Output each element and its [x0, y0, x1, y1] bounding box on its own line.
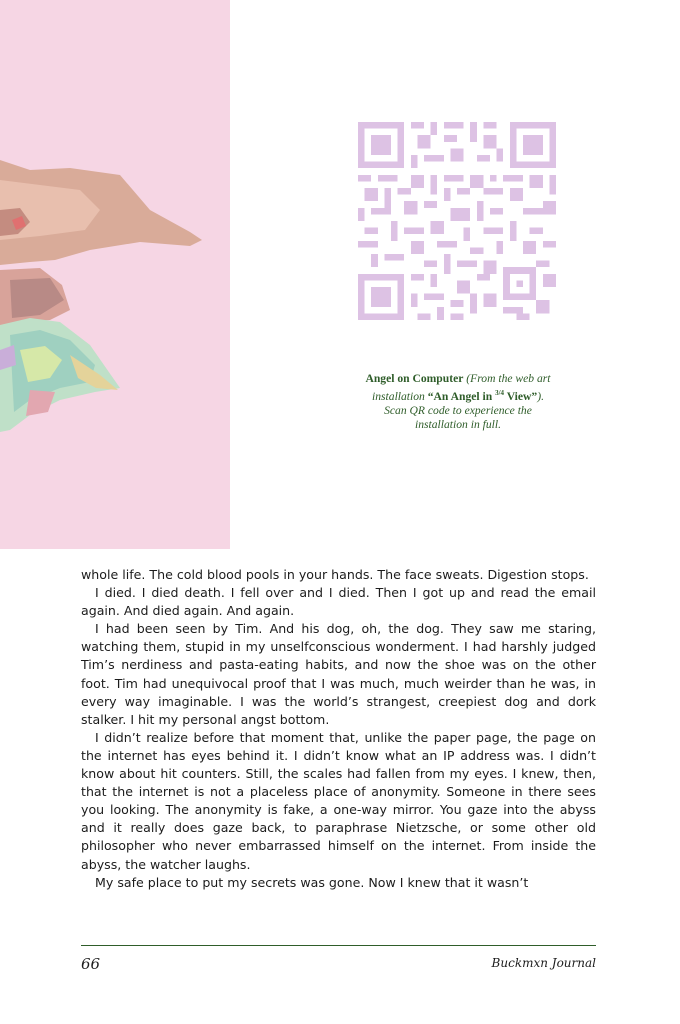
caption-from: (From the web art installation — [372, 372, 551, 403]
caption-installation-pre: “An Angel in — [427, 389, 496, 403]
caption-installation-sup: 3/4 — [495, 389, 505, 397]
pink-art-panel — [0, 0, 230, 549]
caption-installation-post: View” — [504, 389, 538, 403]
paragraph: My safe place to put my secrets was gone. Now I knew that it wasn’t — [95, 874, 529, 890]
paragraph: I had been seen by Tim. And his dog, oh, the dog. They saw me staring, watching them, stupid in my unselfconscious wonderment. I had harshly judged Tim’s nerdiness and pasta-eating habits, and now the shoe was on the other foot. Tim had unequivocal proof that I was much, much weirder than he was, in every way imaginable. I was the world’s strangest, creepiest dog and dork stalker. I hit my personal angst bottom. — [81, 621, 596, 727]
article-body — [81, 566, 596, 892]
caption-title: Angel on Computer — [365, 372, 464, 385]
qr-code-icon[interactable] — [358, 122, 556, 320]
journal-name: Buckmxn Journal — [491, 956, 596, 970]
footer-divider — [81, 945, 596, 946]
paragraph: I didn’t realize before that moment that, unlike the paper page, the page on the internet has eyes behind it. I didn’t know what an IP address was. I didn’t know about hit counters. Still, the scales had fallen from my eyes. I knew, then, that the internet is not a placeless place of anonymity. Someone in there sees you looking. The anonymity is fake, a one-way mirror. You gaze into the abyss and it really does gaze back, to paraphrase Nietzsche, or some other old philosopher who never embarrassed himself on the internet. From inside the abyss, the watcher laughs. — [81, 729, 596, 872]
angel-on-computer-glitch-art — [0, 150, 205, 435]
page-number: 66 — [81, 955, 101, 973]
paragraph: whole life. The cold blood pools in your hands. The face sweats. Digestion stops. — [81, 567, 589, 582]
caption-suffix: ). Scan QR code to experience the installation in full. — [384, 389, 544, 431]
artwork-caption — [362, 372, 554, 432]
paragraph: I died. I died death. I fell over and I died. Then I got up and read the email again. And died again. And again. — [81, 585, 596, 619]
